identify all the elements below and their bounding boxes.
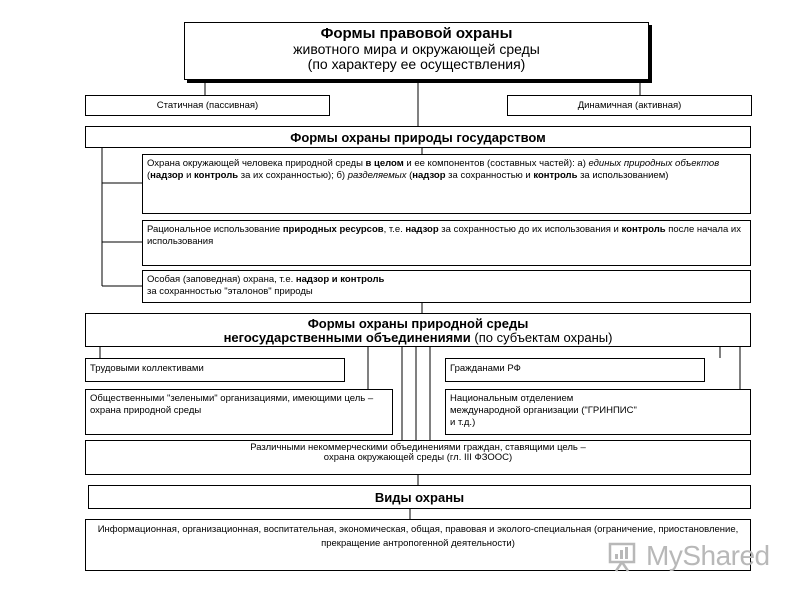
labor-collectives-label: Трудовыми коллективами xyxy=(90,363,204,374)
item1-text-4: и xyxy=(183,170,195,181)
dynamic-protection-box xyxy=(507,95,752,116)
nonstate-forms-header xyxy=(85,313,751,347)
item2-bold-3: контроль xyxy=(621,224,666,235)
static-protection-box xyxy=(85,95,330,116)
item2-text-2: , т.е. xyxy=(383,224,406,235)
nonprofit-associations-box xyxy=(85,440,751,475)
watermark-text: MyShared xyxy=(646,540,770,571)
state-forms-header xyxy=(85,126,751,148)
item1-bold-4: надзор xyxy=(412,170,446,181)
citizens-box xyxy=(445,358,705,382)
item1-italic-2: разделяемых xyxy=(347,170,407,181)
state-forms-header-text: Формы охраны природы государством xyxy=(290,130,546,145)
item2-text-3: за сохранностью до их использования и xyxy=(438,224,622,235)
green-organizations-label: Общественными "зелеными" организациями, имеющими цель – охрана природной среды xyxy=(90,393,374,416)
item1-bold-3: контроль xyxy=(194,170,239,181)
item1-text-7: за сохранностью и xyxy=(445,170,534,181)
nonstate-header-line-1: Формы охраны природной среды xyxy=(307,316,529,331)
item2-text-4: после начала их использования xyxy=(147,224,741,247)
state-item-whole-environment xyxy=(142,154,751,214)
dynamic-protection-label: Динамичная (активная) xyxy=(577,100,682,111)
title-line-2: животного мира и окружающей среды xyxy=(293,41,540,57)
green-organizations-box xyxy=(85,389,393,435)
protection-types-header-text: Виды охраны xyxy=(374,490,465,505)
labor-collectives-box xyxy=(85,358,345,382)
item1-text-2: и ее компонентов (составных частей): а) xyxy=(403,158,589,169)
item1-bold-1: в целом xyxy=(365,158,404,169)
item1-bold-2: надзор xyxy=(150,170,184,181)
nonstate-header-line-2-bold: негосударственными объединениями xyxy=(223,330,471,345)
item2-bold-2: надзор xyxy=(405,224,439,235)
item2-bold-1: природных ресурсов xyxy=(282,224,384,235)
nonprofit-associations-label: Различными некоммерческими объединениями граждан, ставящими цель – охрана окружающей среды (гл. III ФЗООС) xyxy=(250,442,586,463)
state-item-special-protection xyxy=(142,270,751,303)
presentation-board-icon xyxy=(606,539,640,573)
item1-text-1: Охрана окружающей человека природной среды xyxy=(147,158,366,169)
protection-types-text: Информационная, организационная, воспитательная, экономическая, общая, правовая и эколого-специальная (ограничение, приостановление, прекращение антропогенной деятельности) xyxy=(97,524,739,549)
item1-text-6: ( xyxy=(406,170,413,181)
protection-types-header xyxy=(88,485,751,509)
citizens-label: Гражданами РФ xyxy=(450,363,521,374)
title-line-3: (по характеру ее осуществления) xyxy=(307,56,526,72)
international-org-label: Национальным отделением международной организации ("ГРИНПИС" и т.д.) xyxy=(450,393,637,428)
item1-text-8: за использованием) xyxy=(577,170,669,181)
international-org-box xyxy=(445,389,751,435)
nonstate-header-line-2-rest: (по субъектам охраны) xyxy=(470,330,613,345)
state-item-rational-use xyxy=(142,220,751,266)
item1-italic-1: единых природных объектов xyxy=(588,158,720,169)
item1-text-3: ( xyxy=(147,170,151,181)
item3-text-1: Особая (заповедная) охрана, т.е. xyxy=(147,274,296,285)
item2-text-1: Рациональное использование xyxy=(147,224,283,235)
watermark xyxy=(606,536,786,576)
item3-text-2: за сохранностью "эталонов" природы xyxy=(147,286,313,297)
static-protection-label: Статичная (пассивная) xyxy=(156,100,259,111)
item3-bold-1: надзор и контроль xyxy=(295,274,385,285)
title-line-1: Формы правовой охраны xyxy=(320,25,513,42)
item1-bold-5: контроль xyxy=(533,170,578,181)
title-box xyxy=(184,22,649,80)
item1-text-5: за их сохранностью); б) xyxy=(238,170,348,181)
